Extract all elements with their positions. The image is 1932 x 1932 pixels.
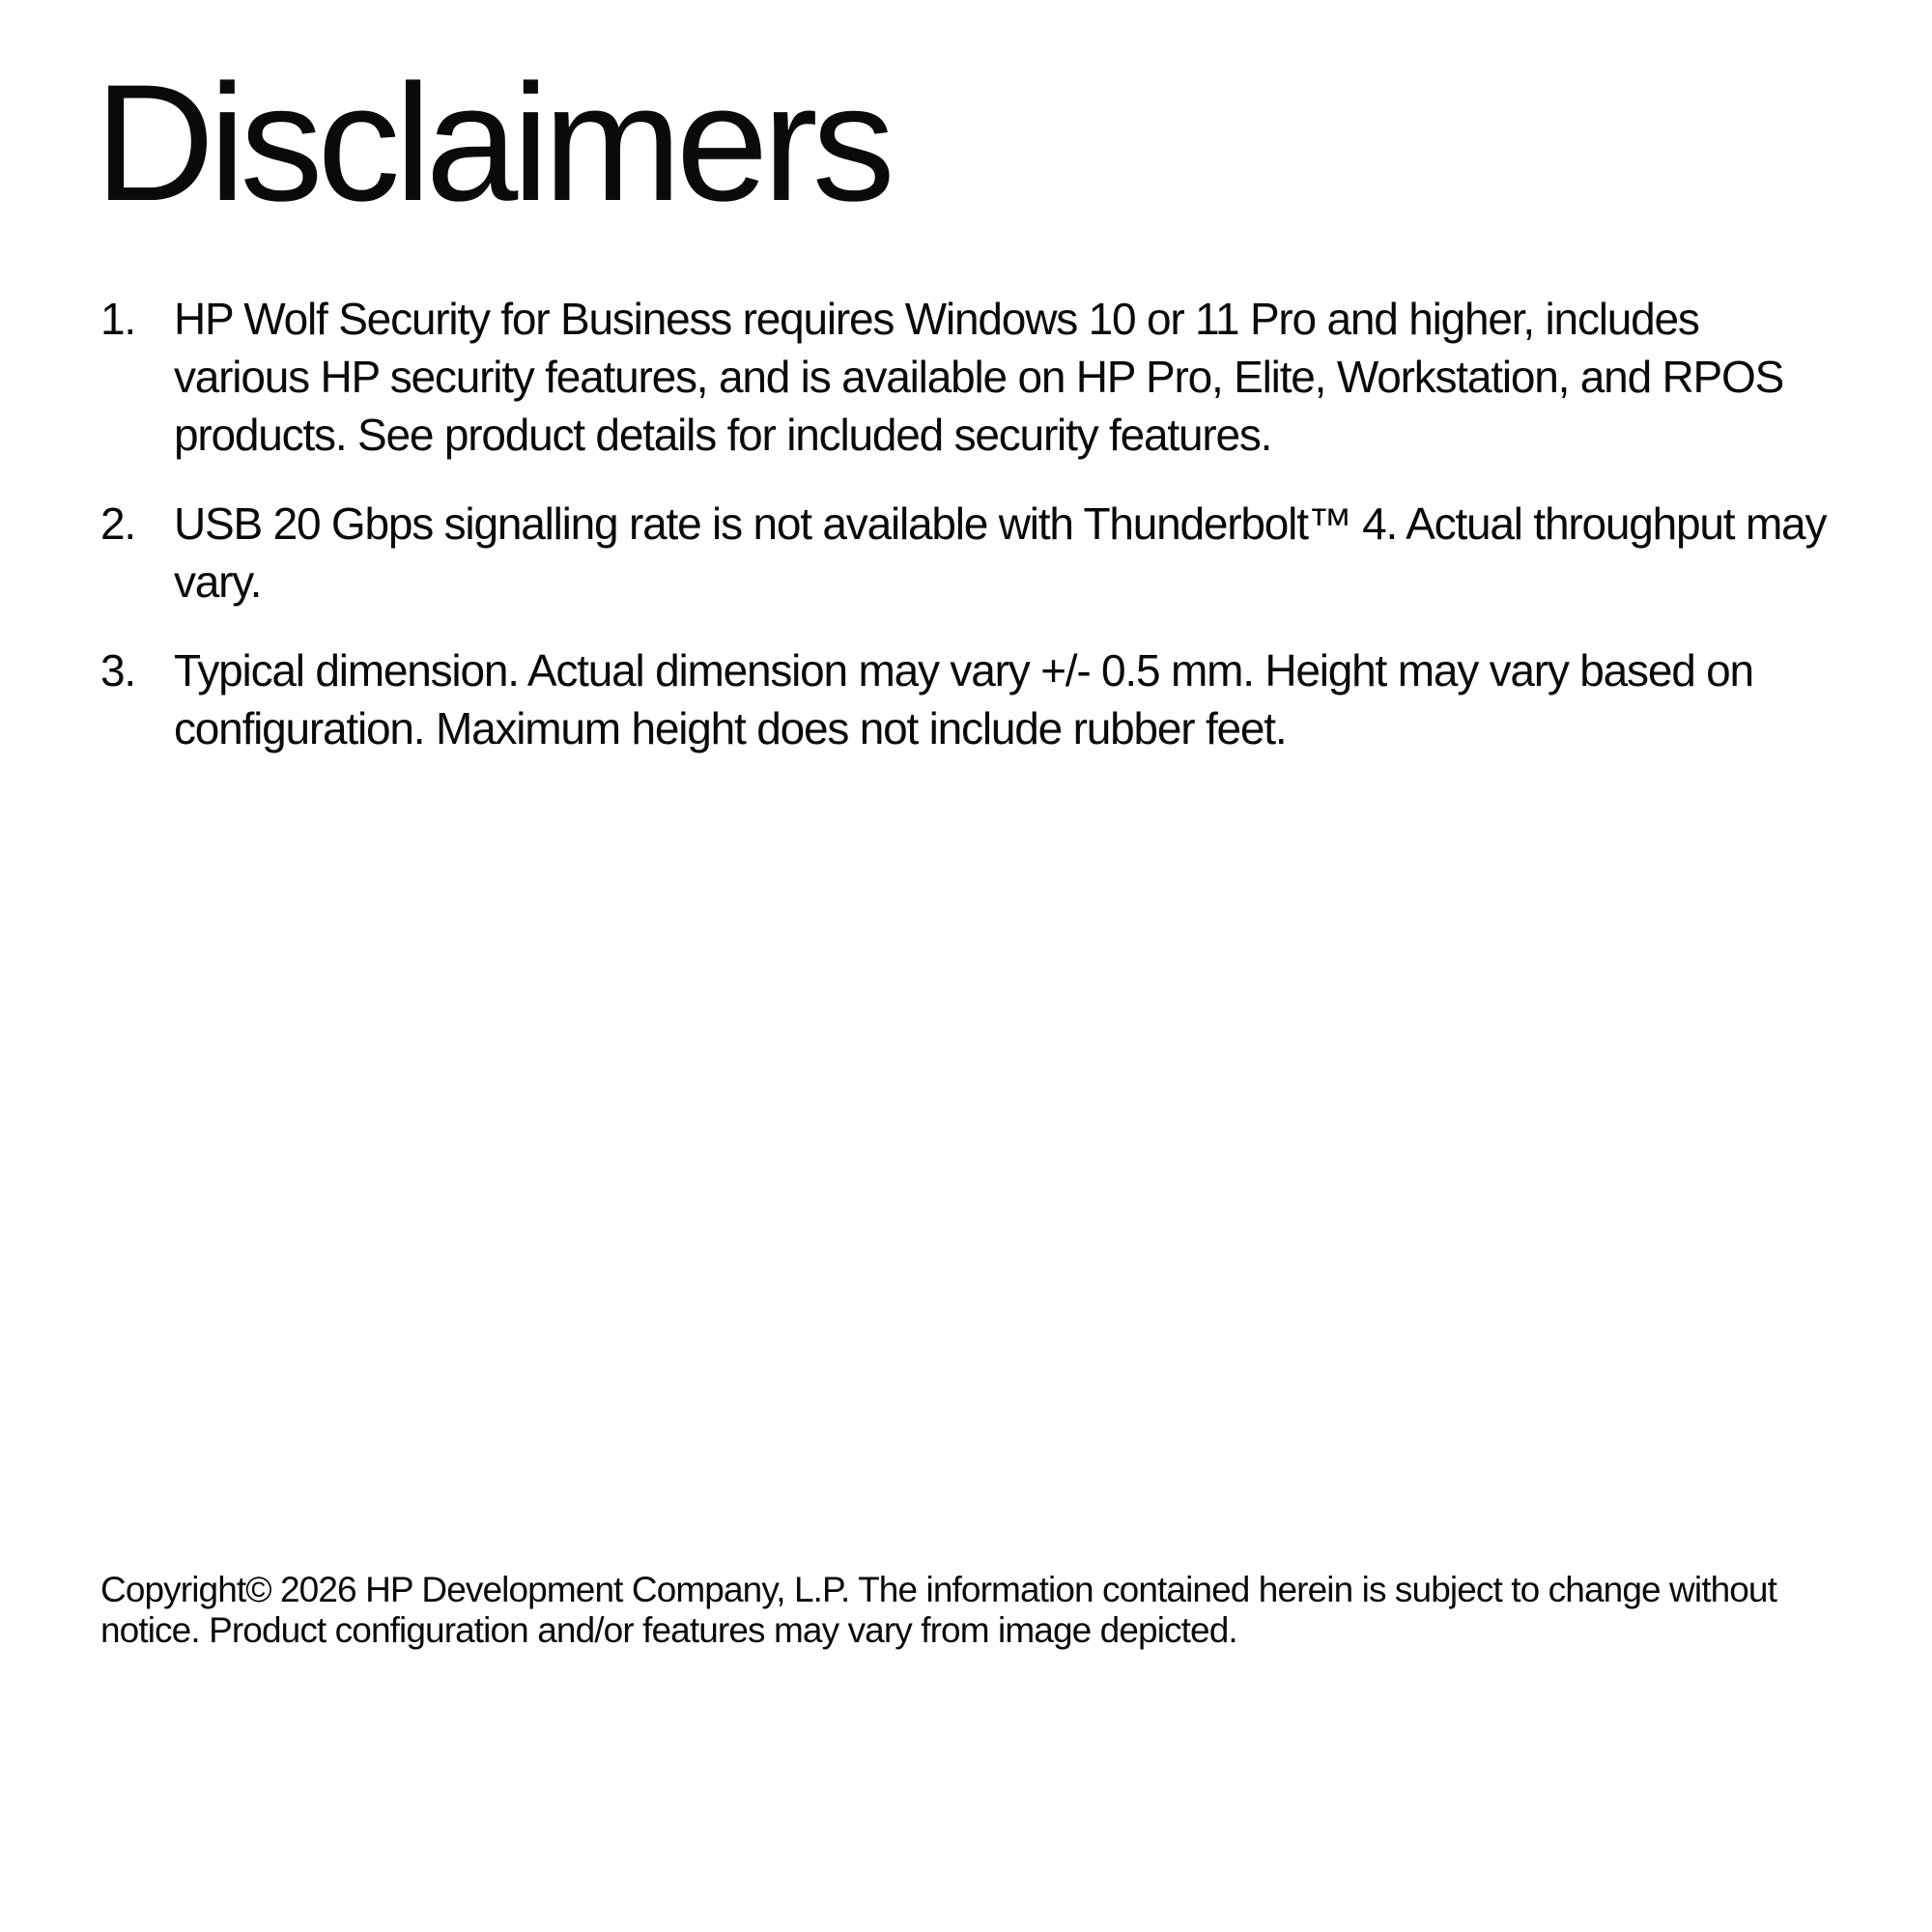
disclaimer-number: 2.	[100, 498, 135, 549]
disclaimer-number: 1.	[100, 294, 135, 344]
disclaimer-list	[100, 290, 1839, 788]
disclaimer-text: USB 20 Gbps signalling rate is not available with Thunderbolt™ 4. Actual throughput may vary.	[174, 498, 1827, 607]
disclaimer-number: 3.	[100, 645, 135, 696]
page-title: Disclaimers	[95, 50, 890, 236]
disclaimer-item	[100, 641, 1839, 757]
copyright-notice: Copyright© 2026 HP Development Company, L.P. The information contained herein is subject to change without notice. Product configuration and/or features may vary from image depicted.	[100, 1570, 1776, 1650]
disclaimer-text: Typical dimension. Actual dimension may vary +/- 0.5 mm. Height may vary based on configuration. Maximum height does not include rubber feet.	[174, 645, 1753, 753]
disclaimer-item	[100, 495, 1839, 611]
disclaimer-text: HP Wolf Security for Business requires Windows 10 or 11 Pro and higher, includes various HP security features, and is available on HP Pro, Elite, Workstation, and RPOS products. See product details for included security features.	[174, 294, 1784, 460]
disclaimer-item	[100, 290, 1839, 464]
